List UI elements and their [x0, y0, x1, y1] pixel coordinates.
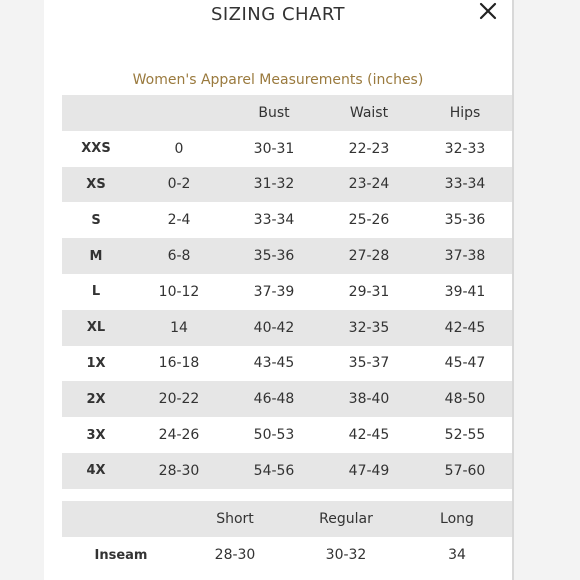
table-cell: 45-47 [444, 355, 486, 372]
table-cell: 23-24 [320, 167, 418, 203]
table-row [62, 131, 512, 167]
table-cell: 35-37 [348, 355, 390, 372]
table-cell: 48-50 [418, 381, 512, 417]
table-cell: 24-26 [158, 427, 200, 444]
header-cell-bust: Bust [228, 95, 320, 131]
table-cell: 14 [130, 310, 228, 346]
size-label: M [62, 238, 130, 274]
table-cell: 20-22 [130, 381, 228, 417]
table-cell: 47-49 [320, 453, 418, 489]
table-cell: 35-36 [444, 212, 486, 229]
header-cell [62, 95, 130, 131]
size-label: 4X [62, 453, 130, 489]
table-row [62, 238, 512, 274]
table-cell: 57-60 [418, 453, 512, 489]
size-label: XL [62, 310, 130, 346]
table-cell: 32-35 [320, 310, 418, 346]
table-cell: 27-28 [320, 238, 418, 274]
table-cell: 10-12 [158, 283, 200, 300]
table-row [62, 381, 512, 417]
table-cell: 0-2 [130, 167, 228, 203]
header-cell-hips: Hips [418, 95, 512, 131]
table-cell: 2-4 [167, 212, 191, 229]
header-cell [130, 95, 228, 131]
table-cell: 6-8 [130, 238, 228, 274]
modal-title: SIZING CHART [210, 4, 346, 25]
table-row [62, 310, 512, 346]
table-cell: 33-34 [418, 167, 512, 203]
header-cell-short: Short [180, 501, 290, 537]
inseam-label: Inseam [94, 547, 148, 563]
header-cell-long: Long [402, 501, 512, 537]
table-cell: 43-45 [253, 355, 295, 372]
size-label: 1X [86, 355, 106, 371]
table-cell: 50-53 [253, 427, 295, 444]
header-cell [62, 501, 180, 537]
size-label: 2X [62, 381, 130, 417]
table-cell: 42-45 [418, 310, 512, 346]
size-label: 3X [86, 427, 106, 443]
table-cell: 25-26 [348, 212, 390, 229]
table-cell: 33-34 [253, 212, 295, 229]
chart-subtitle: Women's Apparel Measurements (inches) [132, 72, 424, 88]
size-table [62, 95, 512, 489]
close-button[interactable] [476, 0, 500, 24]
header-cell-regular: Regular [290, 501, 402, 537]
table-cell: 29-31 [348, 283, 390, 300]
size-label: L [91, 284, 101, 300]
table-cell: 28-30 [214, 547, 256, 563]
table-cell: 0 [174, 140, 184, 157]
table-cell: 38-40 [320, 381, 418, 417]
table-cell: 22-23 [348, 140, 390, 157]
size-table-header-row [62, 95, 512, 131]
header-cell-waist: Waist [320, 95, 418, 131]
table-row [62, 453, 512, 489]
table-cell: 30-32 [325, 547, 367, 563]
table-cell: 37-38 [418, 238, 512, 274]
table-row [62, 167, 512, 203]
close-icon [476, 0, 500, 24]
table-cell: 28-30 [130, 453, 228, 489]
size-label: XXS [81, 141, 111, 157]
table-row [62, 202, 512, 238]
table-row [62, 274, 512, 310]
size-label: S [91, 212, 101, 228]
table-cell: 35-36 [228, 238, 320, 274]
table-cell: 46-48 [228, 381, 320, 417]
table-cell: 54-56 [228, 453, 320, 489]
table-cell: 34 [448, 547, 466, 563]
sizing-chart-modal [44, 0, 514, 580]
table-row [62, 417, 512, 453]
table-cell: 30-31 [253, 140, 295, 157]
table-cell: 40-42 [228, 310, 320, 346]
table-cell: 39-41 [444, 283, 486, 300]
inseam-header-row [62, 501, 512, 537]
size-label: XS [62, 167, 130, 203]
table-cell: 37-39 [253, 283, 295, 300]
table-cell: 16-18 [158, 355, 200, 372]
table-cell: 42-45 [348, 427, 390, 444]
table-row [62, 537, 512, 573]
inseam-table [62, 501, 512, 573]
table-cell: 31-32 [228, 167, 320, 203]
table-cell: 32-33 [444, 140, 486, 157]
table-row [62, 346, 512, 382]
table-cell: 52-55 [444, 427, 486, 444]
